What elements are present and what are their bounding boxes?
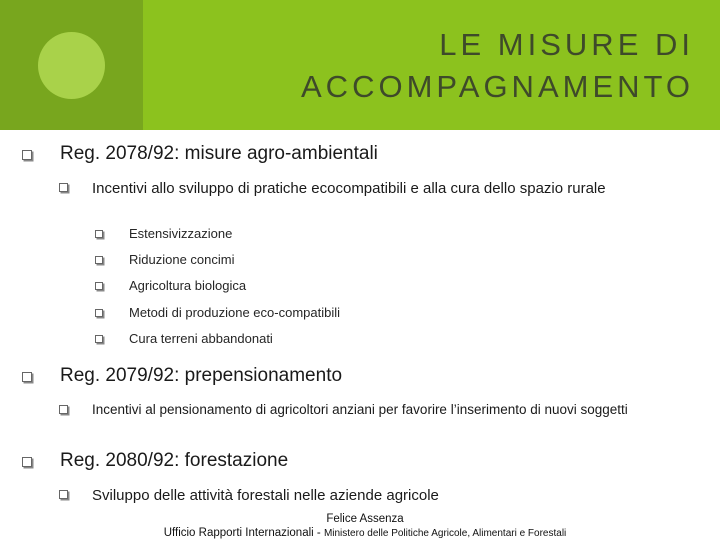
square-bullet-icon xyxy=(95,282,103,290)
slide-title-line2: ACCOMPAGNAMENTO xyxy=(301,69,694,104)
square-bullet-icon xyxy=(95,309,103,317)
footer-affiliation xyxy=(145,526,585,540)
section-subtext: Sviluppo delle attività forestali nelle aziende agricole xyxy=(92,487,439,504)
section-heading: Reg. 2080/92: forestazione xyxy=(60,450,289,471)
section-heading: Reg. 2079/92: prepensionamento xyxy=(60,365,343,386)
list-item: Estensivizzazione xyxy=(129,226,233,241)
list-item: Metodi di produzione eco-compatibili xyxy=(129,305,341,320)
section-heading: Reg. 2078/92: misure agro-ambientali xyxy=(60,143,378,164)
square-bullet-icon xyxy=(95,335,103,343)
slide-footer xyxy=(145,512,585,540)
slide-header xyxy=(0,0,720,130)
list-item: Cura terreni abbandonati xyxy=(129,331,273,346)
list-item: Riduzione concimi xyxy=(129,252,235,267)
decorative-circle-icon xyxy=(38,32,105,99)
square-bullet-icon xyxy=(59,183,68,192)
footer-author: Felice Assenza xyxy=(326,513,404,525)
square-bullet-icon xyxy=(95,230,103,238)
square-bullet-icon xyxy=(95,256,103,264)
square-bullet-icon xyxy=(22,372,32,382)
footer-ministry: Ministero delle Politiche Agricole, Alimentari e Forestali xyxy=(323,528,567,539)
section-subtext: Incentivi al pensionamento di agricoltori anziani per favorire l’inserimento di nuovi soggetti xyxy=(92,402,628,417)
square-bullet-icon xyxy=(59,405,68,414)
square-bullet-icon xyxy=(22,457,32,467)
footer-office: Ufficio Rapporti Internazionali - xyxy=(163,527,324,539)
square-bullet-icon xyxy=(22,150,32,160)
slide-title-line1: LE MISURE DI xyxy=(439,27,694,62)
square-bullet-icon xyxy=(59,490,68,499)
list-item: Agricoltura biologica xyxy=(129,278,247,293)
section-subtext: Incentivi allo sviluppo di pratiche ecocompatibili e alla cura dello spazio rurale xyxy=(92,180,606,197)
slide-title xyxy=(174,24,694,108)
